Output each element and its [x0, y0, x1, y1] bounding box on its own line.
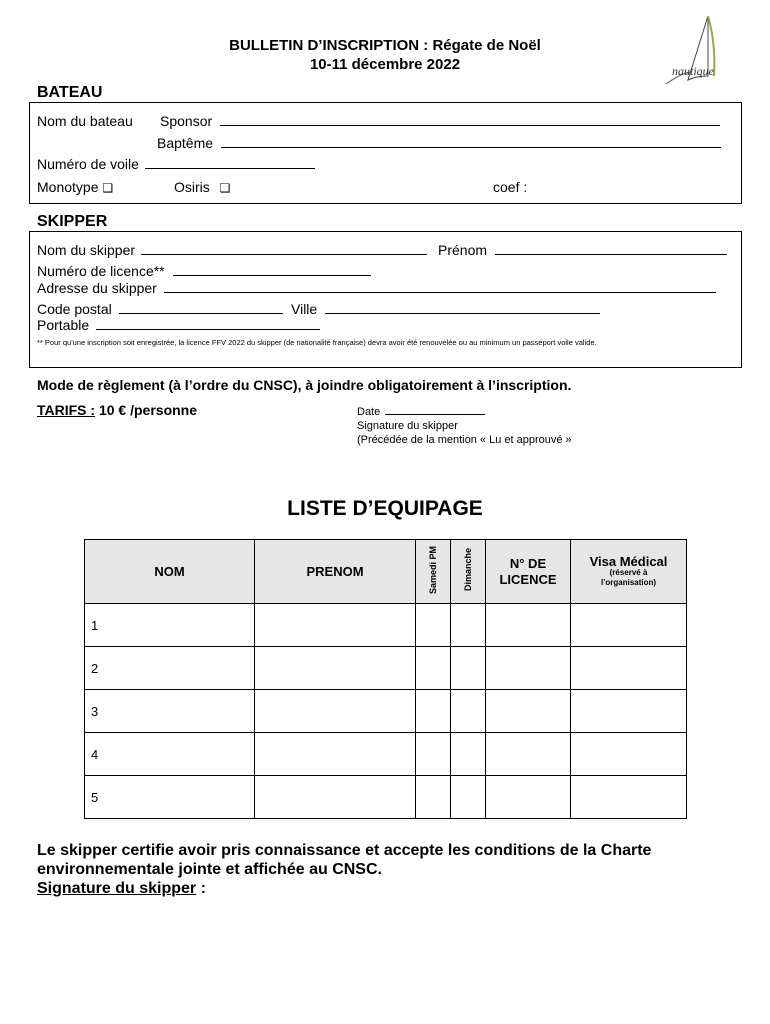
col-samedi: Samedi PM [416, 540, 451, 604]
tarifs-value: 10 € /personne [98, 402, 198, 418]
boat-name-label: Nom du bateau [37, 113, 133, 129]
bapteme-field[interactable] [221, 136, 721, 148]
event-dates: 10-11 décembre 2022 [309, 56, 461, 73]
monotype-label: Monotype [37, 179, 99, 195]
row-number: 3 [85, 690, 255, 733]
crew-samedi-cell[interactable] [416, 776, 451, 819]
crew-samedi-cell[interactable] [416, 733, 451, 776]
crew-samedi-cell[interactable] [416, 647, 451, 690]
skipper-name-label: Nom du skipper [37, 242, 136, 258]
crew-visa-cell [571, 690, 687, 733]
table-row [85, 776, 687, 819]
club-logo [660, 14, 736, 90]
postal-code-label: Code postal [37, 301, 112, 317]
row-number: 1 [85, 604, 255, 647]
crew-licence-cell[interactable] [486, 604, 571, 647]
crew-prenom-cell[interactable] [255, 604, 416, 647]
crew-dimanche-cell[interactable] [451, 733, 486, 776]
crew-licence-cell[interactable] [486, 776, 571, 819]
coef-label: coef : [493, 179, 528, 195]
logo-text: nautique [672, 64, 714, 78]
skipper-firstname-field[interactable] [495, 243, 727, 255]
table-row [85, 647, 687, 690]
address-label: Adresse du skipper [37, 280, 157, 296]
crew-samedi-cell[interactable] [416, 604, 451, 647]
crew-dimanche-cell[interactable] [451, 604, 486, 647]
crew-prenom-cell[interactable] [255, 776, 416, 819]
crew-visa-cell [571, 647, 687, 690]
col-licence: N° DE LICENCE [486, 540, 571, 604]
skipper-firstname-label: Prénom [438, 242, 488, 258]
licence-note: ** Pour qu'une inscription soit enregistrée, la licence FFV 2022 du skipper (de nationalité française) devra avoir été renouvelée ou au minimum un passeport voile valide. [37, 338, 597, 347]
licence-label: Numéro de licence** [37, 263, 165, 279]
crew-licence-cell[interactable] [486, 733, 571, 776]
row-number: 5 [85, 776, 255, 819]
row-number: 2 [85, 647, 255, 690]
table-row [85, 690, 687, 733]
charte-statement-2: environnementale jointe et affichée au CNSC. [37, 861, 382, 878]
crew-dimanche-cell[interactable] [451, 690, 486, 733]
crew-prenom-cell[interactable] [255, 690, 416, 733]
crew-samedi-cell[interactable] [416, 690, 451, 733]
sail-number-field[interactable] [145, 157, 315, 169]
skipper-signature-label: Signature du skipper [357, 420, 458, 432]
crew-licence-cell[interactable] [486, 647, 571, 690]
postal-code-field[interactable] [119, 302, 283, 314]
date-field[interactable] [385, 406, 485, 415]
col-nom: NOM [85, 540, 255, 604]
city-field[interactable] [325, 302, 600, 314]
charte-statement-1: Le skipper certifie avoir pris connaissance et accepte les conditions de la Charte [37, 842, 652, 859]
osiris-checkbox[interactable]: ❑ [219, 181, 231, 195]
final-signature-colon: : [196, 880, 206, 897]
crew-visa-cell [571, 604, 687, 647]
col-prenom: PRENOM [255, 540, 416, 604]
skipper-heading: SKIPPER [37, 213, 108, 230]
crew-prenom-cell[interactable] [255, 733, 416, 776]
osiris-label: Osiris [174, 179, 210, 195]
table-row [85, 733, 687, 776]
mobile-label: Portable [37, 317, 90, 333]
bateau-heading: BATEAU [37, 84, 103, 101]
tarifs-label: TARIFS : [37, 402, 96, 418]
sponsor-label: Sponsor [160, 113, 213, 129]
sail-number-label: Numéro de voile [37, 156, 139, 172]
crew-dimanche-cell[interactable] [451, 776, 486, 819]
date-label: Date [357, 406, 381, 418]
crew-visa-cell [571, 733, 687, 776]
mobile-field[interactable] [96, 318, 320, 330]
final-signature-label: Signature du skipper [37, 880, 197, 897]
bapteme-label: Baptême [157, 135, 214, 151]
city-label: Ville [291, 301, 318, 317]
table-row [85, 604, 687, 647]
row-number: 4 [85, 733, 255, 776]
crew-licence-cell[interactable] [486, 690, 571, 733]
address-field[interactable] [164, 281, 716, 293]
crew-prenom-cell[interactable] [255, 647, 416, 690]
skipper-name-field[interactable] [141, 243, 427, 255]
crew-list-heading: LISTE D’EQUIPAGE [287, 497, 483, 520]
col-dimanche: Dimanche [451, 540, 486, 604]
sponsor-field[interactable] [220, 114, 720, 126]
payment-mode: Mode de règlement (à l’ordre du CNSC), à joindre obligatoirement à l’inscription. [37, 377, 572, 393]
crew-visa-cell [571, 776, 687, 819]
approval-mention: (Précédée de la mention « Lu et approuvé » [357, 434, 572, 446]
crew-dimanche-cell[interactable] [451, 647, 486, 690]
licence-field[interactable] [173, 264, 371, 276]
crew-table [84, 539, 687, 819]
col-visa: Visa Médical (réservé à l’organisation) [571, 540, 687, 604]
monotype-checkbox[interactable]: ❑ [102, 181, 114, 195]
form-title: BULLETIN D’INSCRIPTION : Régate de Noël [229, 37, 541, 54]
